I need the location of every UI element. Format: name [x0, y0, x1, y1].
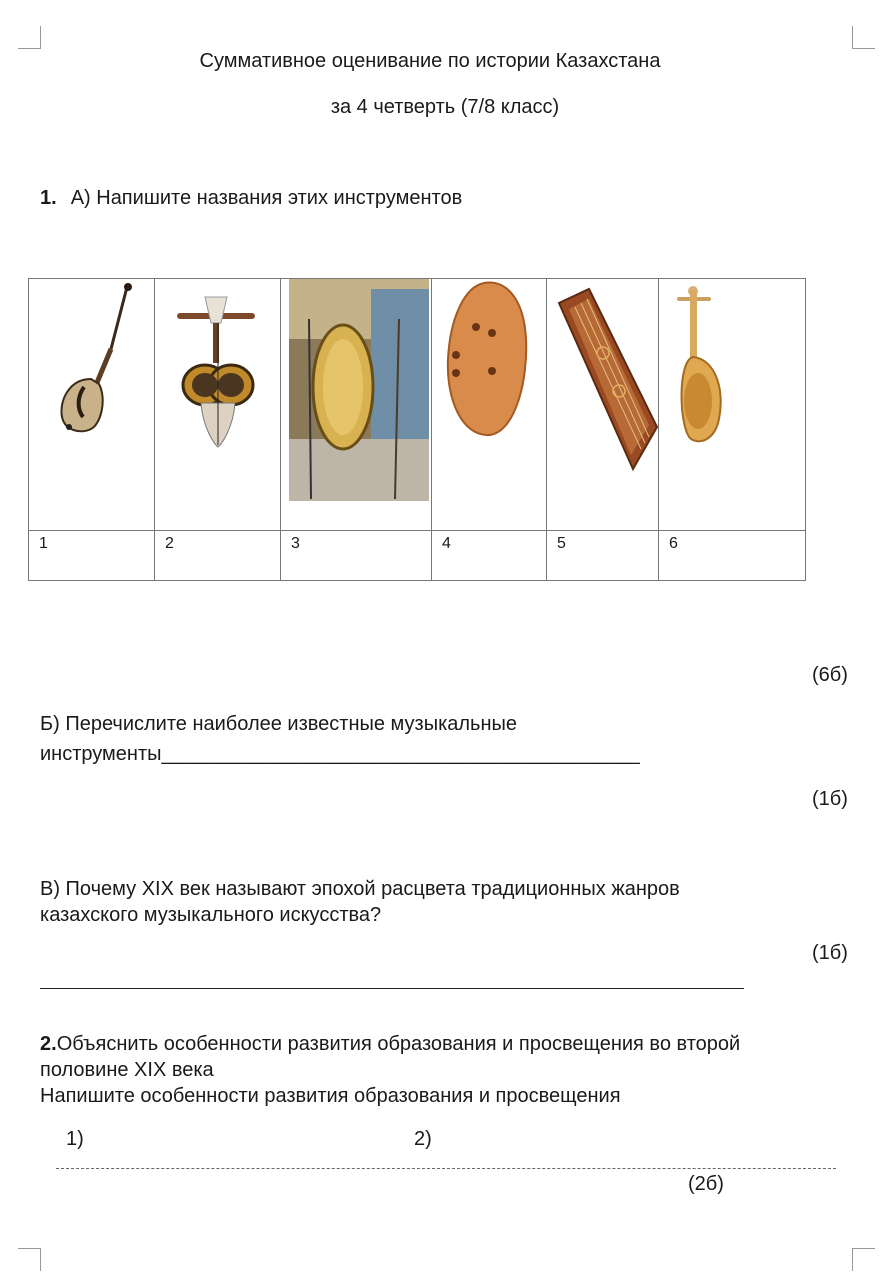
question-number: 1. [40, 187, 57, 209]
dombra-image [29, 279, 154, 525]
question-2-text: 2.Объяснить особенности развития образования и просвещения во второй [40, 1033, 741, 1055]
page-corner-mark [852, 1248, 875, 1271]
sazsyrnai-ocarina-image [432, 279, 546, 525]
instrument-number: 1 [29, 531, 155, 581]
page-corner-mark [18, 26, 41, 49]
instrument-cell-6 [659, 279, 806, 531]
kobyz-image [155, 279, 280, 525]
instrument-number: 3 [281, 531, 432, 581]
question-2-instruction: Напишите особенности развития образования и просвещения [40, 1085, 621, 1107]
instrument-cell-1 [29, 279, 155, 531]
answer-dotted-line [56, 1168, 836, 1169]
question-number: 2. [40, 1033, 57, 1055]
score-label: (2б) [688, 1173, 724, 1195]
instrument-cell-2 [155, 279, 281, 531]
score-label: (6б) [812, 664, 848, 686]
score-label: (1б) [812, 942, 848, 964]
answer-item-2: 2) [414, 1128, 432, 1150]
page-subtitle: за 4 четверть (7/8 класс) [330, 96, 560, 118]
zhetygen-zither-image [547, 279, 658, 525]
page-corner-mark [852, 26, 875, 49]
question-1c-text: В) Почему XIX век называют эпохой расцвета традиционных жанров [40, 878, 680, 900]
question-1-heading [40, 187, 462, 210]
answer-item-1: 1) [66, 1128, 84, 1150]
page-corner-mark [18, 1248, 41, 1271]
instrument-number: 4 [432, 531, 547, 581]
instrument-cell-5 [547, 279, 659, 531]
question-2-text-cont: половине XIX века [40, 1059, 214, 1081]
question-1b-answer-line: инструменты___________________________________________ [40, 743, 640, 765]
page-title: Суммативное оценивание по истории Казахстана [199, 50, 661, 72]
question-1a-text: А) Напишите названия этих инструментов [70, 187, 463, 209]
answer-line [40, 988, 744, 989]
instrument-number: 6 [659, 531, 806, 581]
instrument-number: 2 [155, 531, 281, 581]
question-1b-text: Б) Перечислите наиболее известные музыкальные [40, 713, 518, 735]
question-1c-text-cont: казахского музыкального искусства? [40, 904, 382, 926]
instruments-table [28, 278, 806, 581]
shankobyz-image [659, 279, 805, 525]
score-label: (1б) [812, 788, 848, 810]
dangyra-drum-image [281, 279, 431, 525]
instrument-cell-3 [281, 279, 432, 531]
instrument-number: 5 [547, 531, 659, 581]
instrument-cell-4 [432, 279, 547, 531]
